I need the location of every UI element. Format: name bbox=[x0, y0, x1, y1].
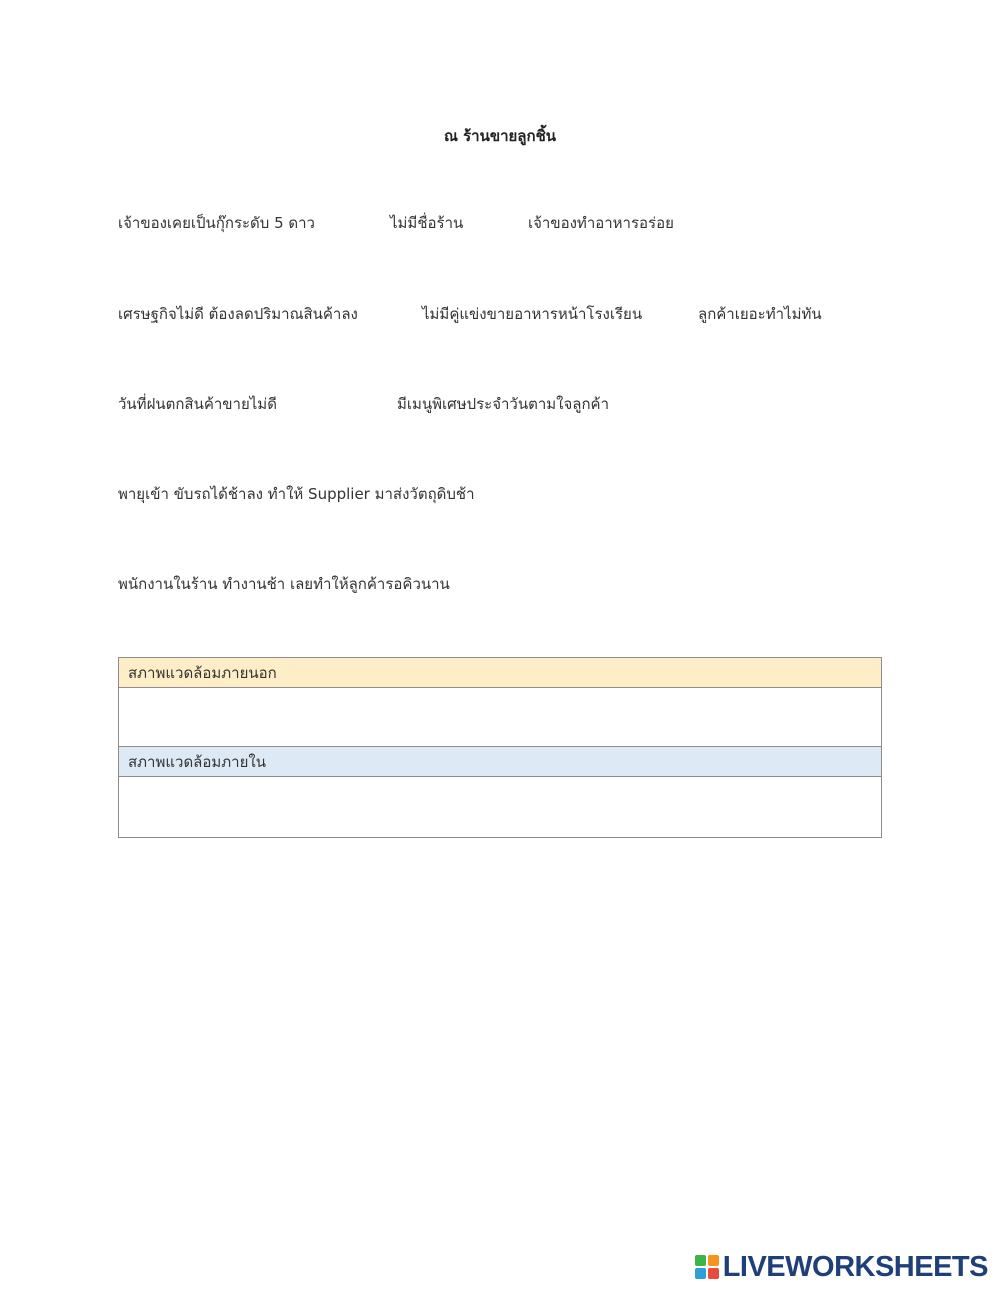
statement-chip[interactable]: ไม่มีชื่อร้าน bbox=[390, 214, 464, 232]
statement-chip[interactable]: ไม่มีคู่แข่งขายอาหารหน้าโรงเรียน bbox=[422, 305, 643, 323]
external-environment-header: สภาพแวดล้อมภายนอก bbox=[119, 658, 881, 688]
statement-chip[interactable]: พายุเข้า ขับรถได้ช้าลง ทำให้ Supplier มาส่งวัตถุดิบช้า bbox=[118, 485, 475, 503]
statement-chip[interactable]: เศรษฐกิจไม่ดี ต้องลดปริมาณสินค้าลง bbox=[118, 305, 358, 323]
logo-square bbox=[695, 1255, 706, 1266]
liveworksheets-logo bbox=[695, 1252, 988, 1282]
external-environment-drop-zone[interactable] bbox=[119, 688, 881, 747]
statement-chip[interactable]: มีเมนูพิเศษประจำวันตามใจลูกค้า bbox=[397, 395, 609, 413]
statement-chip[interactable]: พนักงานในร้าน ทำงานช้า เลยทำให้ลูกค้ารอคิวนาน bbox=[118, 575, 450, 593]
sort-table bbox=[118, 657, 882, 838]
internal-environment-drop-zone[interactable] bbox=[119, 777, 881, 837]
logo-square bbox=[708, 1268, 719, 1279]
liveworksheets-logo-icon bbox=[695, 1255, 719, 1279]
internal-environment-header: สภาพแวดล้อมภายใน bbox=[119, 747, 881, 777]
statement-chip[interactable]: เจ้าของเคยเป็นกุ๊กระดับ 5 ดาว bbox=[118, 214, 315, 232]
logo-square bbox=[695, 1268, 706, 1279]
statement-chip[interactable]: ลูกค้าเยอะทำไม่ทัน bbox=[698, 305, 822, 323]
worksheet-title: ณ ร้านขายลูกชิ้น bbox=[443, 127, 557, 145]
logo-text: LIVEWORKSHEETS bbox=[722, 1250, 988, 1283]
statement-chip[interactable]: เจ้าของทำอาหารอร่อย bbox=[528, 214, 674, 232]
logo-square bbox=[708, 1255, 719, 1266]
statement-chip[interactable]: วันที่ฝนตกสินค้าขายไม่ดี bbox=[118, 395, 277, 413]
